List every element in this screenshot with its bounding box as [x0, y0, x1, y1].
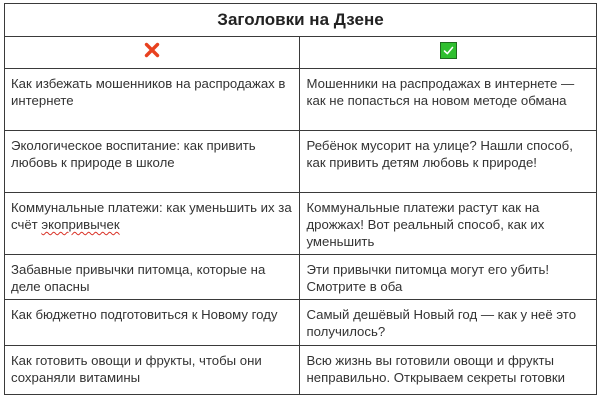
bad-headline: Экологическое воспитание: как привить любовь к природе в школе — [5, 131, 300, 193]
table-row — [5, 131, 597, 193]
good-headline: Мошенники на распродажах в интернете — как не попасться на новом методе обмана — [300, 69, 597, 131]
bad-headline: Забавные привычки питомца, которые на деле опасны — [5, 255, 300, 300]
table-title: Заголовки на Дзене — [5, 4, 597, 37]
good-column-header — [300, 37, 597, 69]
bad-column-header — [5, 37, 300, 69]
headlines-comparison-table — [4, 3, 597, 395]
table-row — [5, 346, 597, 395]
misspelled-word[interactable]: экопривычек — [41, 217, 120, 232]
good-headline: Коммунальные платежи растут как на дрожжах! Вот реальный способ, как их уменьшить — [300, 193, 597, 255]
table-row — [5, 255, 597, 300]
bad-headline — [5, 193, 300, 255]
good-headline: Эти привычки питомца могут его убить! Смотрите в оба — [300, 255, 597, 300]
icon-row — [5, 37, 597, 69]
title-row — [5, 4, 597, 37]
table-row — [5, 69, 597, 131]
cross-mark-icon — [144, 42, 160, 63]
table-row — [5, 193, 597, 255]
good-headline: Самый дешёвый Новый год — как у неё это получилось? — [300, 300, 597, 346]
bad-headline: Как избежать мошенников на распродажах в интернете — [5, 69, 300, 131]
bad-headline-text: Коммунальные платежи: как уменьшить их за счёт — [11, 200, 292, 232]
bad-headline: Как бюджетно подготовиться к Новому году — [5, 300, 300, 346]
bad-headline: Как готовить овощи и фрукты, чтобы они сохраняли витамины — [5, 346, 300, 395]
good-headline: Всю жизнь вы готовили овощи и фрукты неправильно. Открываем секреты готовки — [300, 346, 597, 395]
good-headline: Ребёнок мусорит на улице? Нашли способ, как привить детям любовь к природе! — [300, 131, 597, 193]
table-row — [5, 300, 597, 346]
check-mark-button-icon — [440, 42, 457, 64]
